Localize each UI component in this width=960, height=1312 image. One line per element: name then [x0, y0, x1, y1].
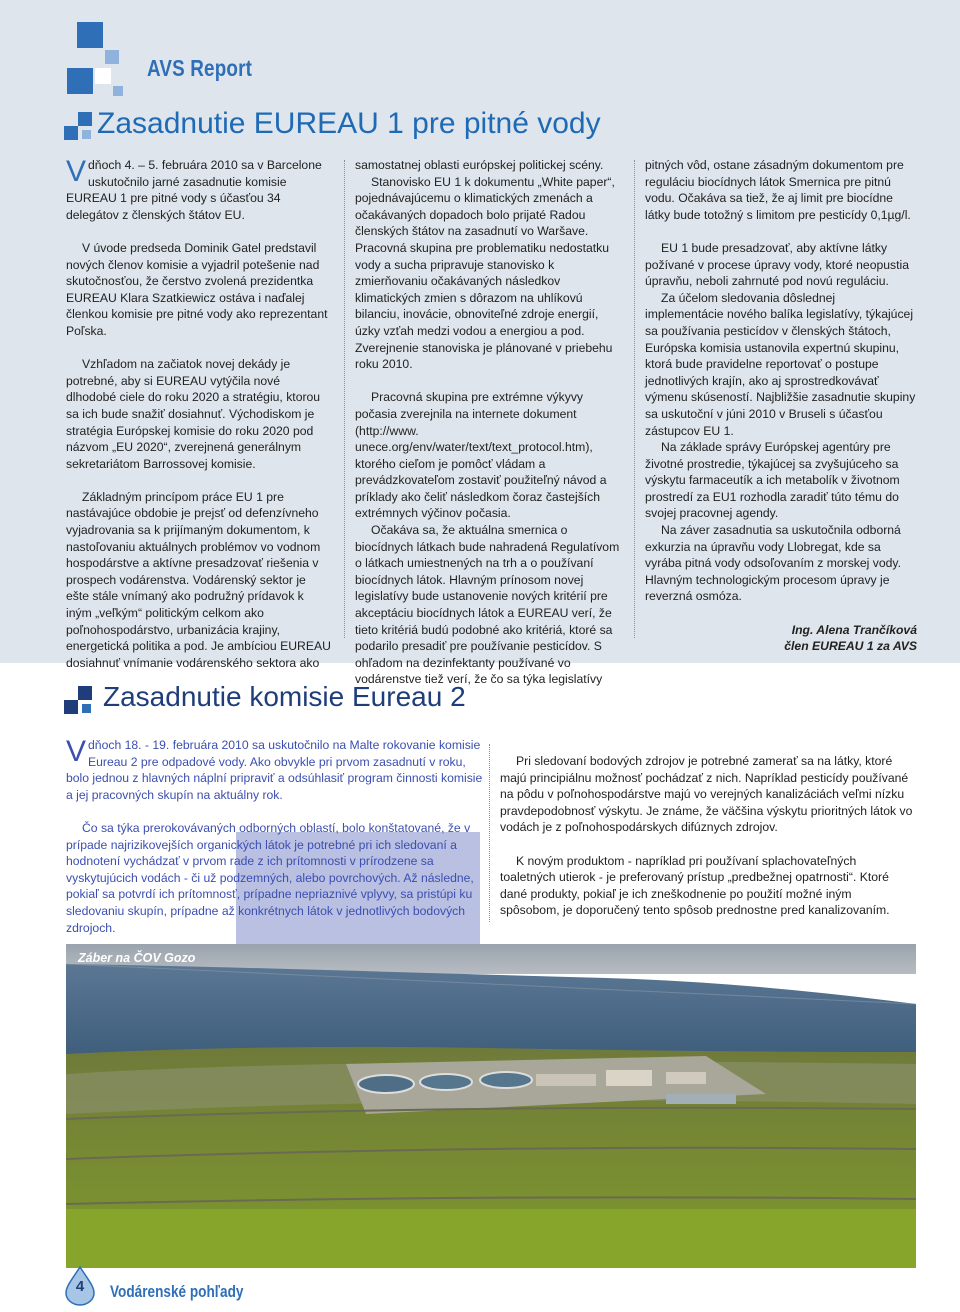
logo-square-5 — [113, 86, 123, 96]
paragraph: Očakáva sa, že aktuálna smernica o biocídnych látkach bude nahradená Regulatívom o látkach umiestnených na trh a o používaní biocídnych látok. Hlavným prínosom novej legislatívy bude ustanovenie nových kritérií pre akceptáciu biocídnych látok a EUREAU verí, že tieto kritériá budú podobné ako kritériá, ktoré sa podarilo presadiť pre používanie pesticídov. S ohľadom na dezinfektanty používané vo vodárenstve tiež verí, že čo sa týka legislatívy — [355, 523, 620, 687]
paragraph: Čo sa týka prerokovávaných odborných oblastí, bolo konštatované, že v prípade najrizikovejších organických látok je potrebné pri ich sledovaní a hodnotení vychádzať v prvom rade z ich prítomnosti v prírodzene sa vyskytujúcich vodách - či už podzemných, alebo povrchových. Až následne, pokiaľ sa potvrdí ich prítomnosť, prípadne nepriaznivé vplyvy, sa pristúpi ku sledovaniu skupín, prípadne až konkrétnych látok v jednotlivých bodových zdrojoch. — [66, 820, 474, 935]
paragraph: Na záver zasadnutia sa uskutočnila odborná exkurzia na úpravňu vody Llobregat, kde sa vyrába pitná vody odsoľovaním z morskej vody. Hlavným technologickým procesom úpravy je reverzná osmóza. — [645, 523, 901, 604]
paragraph: Stanovisko EU 1 k dokumentu „White paper“, pojednávajúcemu o klimatických zmenách a očakávaných dopadoch bolo prijaté Radou členských štátov na zasadnutí vo Waršave. Pracovná skupina pre problematiku nedostatku vody a sucha pripravuje stanovisko k zmierňovaniu očakávaných následkov klimatických zmien s dôrazom na uhlíkovú bilanciu, inovácie, obnoviteľné zdroje energií, úzky vzťah medzi vodou a energiou a pod. Zverejnenie stanoviska je plánované v priebehu roku 2010. — [355, 174, 615, 372]
article2-column-right — [500, 753, 914, 919]
paragraph: pitných vôd, ostane zásadným dokumentom pre reguláciu biocídnych látok Smernica pre pitnú vodu. Očakáva sa tiež, že aj limit pre biocídne látky bude totožný s limitom pre pesticídy 0,1µg/l. — [645, 158, 911, 222]
paragraph: EU 1 bude presadzovať, aby aktívne látky požívané v procese úpravy vody, ktoré neopustia úpravňu, neboli zahrnuté pod novú reguláciu. — [645, 240, 909, 289]
photo-gozo-wwtp — [66, 944, 916, 1268]
paragraph: Na základe správy Európskej agentúry pre životné prostredie, týkajúcej sa zvyšujúceho sa výskytu farmaceutík a ich metabolík v životnom prostredí za EU1 rozhodla zaradiť túto tému do svojej pracovnej agendy. — [645, 440, 900, 521]
article1-column-2 — [355, 157, 625, 688]
logo-square-4 — [95, 68, 111, 84]
photo-caption: Záber na ČOV Gozo — [78, 951, 196, 965]
article1-column-1 — [66, 157, 332, 671]
signature-role: člen EUREAU 1 za AVS — [784, 639, 917, 654]
paragraph: K novým produktom - napríklad pri používaní splachovateľných toaletných utierok - je preferovaný prístup „predbežnej opatrnosti“. Ktoré dané produkty, pokiaľ je ich zneškodnenie po použití možné iným spôsobom, je doporučený tento spôsob prednostne pred kanalizovaním. — [500, 853, 890, 918]
column-divider — [634, 160, 635, 638]
column-divider — [489, 744, 490, 922]
page-number: 4 — [75, 1278, 85, 1295]
signature-name: Ing. Alena Trančíková — [791, 622, 917, 637]
logo-square-1 — [77, 22, 103, 48]
dropcap: V — [66, 735, 87, 768]
article1-title: Zasadnutie EUREAU 1 pre pitné vody — [97, 107, 601, 140]
paragraph: Pracovná skupina pre extrémne výkyvy počasia zverejnila na internete dokument (http://www. unece.org/env/water/text/text_protocol.htm), ktorého cieľom je pomôcť vládam a prevádzkovateľom zostaviť použiteľný návod a príklady ako čeliť následkom čoraz častejších extrémnych výčinov počasia. — [355, 390, 607, 521]
article1-column-3 — [645, 157, 917, 655]
article1-lead: Vdňoch 4. – 5. februára 2010 sa v Barcelone uskutočnilo jarné zasadnutie komisie EUREAU 1 pre pitné vody s účasťou 34 delegátov z členských štátov EU. — [66, 155, 322, 222]
logo-square-3 — [67, 68, 93, 94]
column-divider — [344, 160, 345, 638]
brand-title: AVS Report — [147, 55, 253, 81]
article2-column-left — [66, 737, 484, 936]
photo-illustration — [66, 944, 916, 1268]
section-icon — [64, 686, 96, 718]
publication-title: Vodárenské pohľady — [110, 1282, 244, 1301]
section-icon — [64, 112, 96, 144]
paragraph: V úvode predseda Dominik Gatel predstavil nových členov komisie a vyjadril potešenie nad skutočnosťou, že čerstvo zvolená prezidentka EUREAU Klara Szatkiewicz ostáva i naďalej členkou komisie pre pitné vody ako reprezentant Poľska. — [66, 240, 328, 338]
article2-title: Zasadnutie komisie Eureau 2 — [103, 681, 466, 712]
page-number-badge — [63, 1266, 97, 1306]
logo-square-2 — [105, 50, 119, 64]
paragraph: Základným princípom práce EU 1 pre nastávajúce obdobie je prejsť od defenzívneho vyjadrovania sa k prijímaným dokumentom, k nastoľovaniu aktuálnych problémov vo vodnom hospodárstve a aktívne presadzovať riešenia v prospech vodárenstva. Vodárenský sektor je ešte stále vnímaný ako podružný prídavok k iným „veľkým“ politickým celkom ako poľnohospodárstvo, urbanizácia krajiny, energetická politika a pod. Je ambíciou EUREAU dosiahnuť vnímanie vodárenského sektora ako — [66, 489, 331, 670]
article2-lead: Vdňoch 18. - 19. februára 2010 sa uskutočnilo na Malte rokovanie komisie Eureau 2 pre odpadové vody. Ako obvykle pri prvom zasadnutí v roku, bolo jednou z hlavných náplní pripraviť a odsúhlasiť program činnosti komisie a jej pracovných skupín na aktuálny rok. — [66, 735, 483, 802]
dropcap: V — [66, 155, 87, 188]
paragraph: Za účelom sledovania dôslednej implementácie nového balíka legislatívy, týkajúcej sa používania pesticídov v členských štátoch, Európska komisia ustanovila expertnú skupinu, ktorá bude pravidelne reportovať o postupe jednotlivých krajín, ako aj sprostredkovávať výmenu skúseností. Najbližšie zasadnutie skupiny sa uskutoční v júni 2010 v Bruseli s účasťou zástupcov EU 1. — [645, 290, 916, 438]
paragraph: samostatnej oblasti európskej politickej scény. — [355, 158, 604, 172]
paragraph: Pri sledovaní bodových zdrojov je potrebné zamerať sa na látky, ktoré majú principiálnu možnosť pochádzať z nich. Napríklad pesticídy používané na pôdu v poľnohospodárstve majú vo verejných kanalizáciách veľmi nízku pravdepodobnosť výskytu. Je známe, že väčšina výskytu prioritných látok vo vodách je z poľnohospodárskych difúznych zdrojov. — [500, 754, 913, 835]
paragraph: Vzhľadom na začiatok novej dekády je potrebné, aby si EUREAU vytýčila nové dlhodobé ciele do roku 2020 a stratégiu, ktorou sa ich bude snažiť dosiahnuť. Východiskom je stratégia Európskej komisie do roku 2020 pod názvom „EU 2020“, zverejnená generálnym sekretariátom Barrossovej komisie. — [66, 357, 321, 471]
